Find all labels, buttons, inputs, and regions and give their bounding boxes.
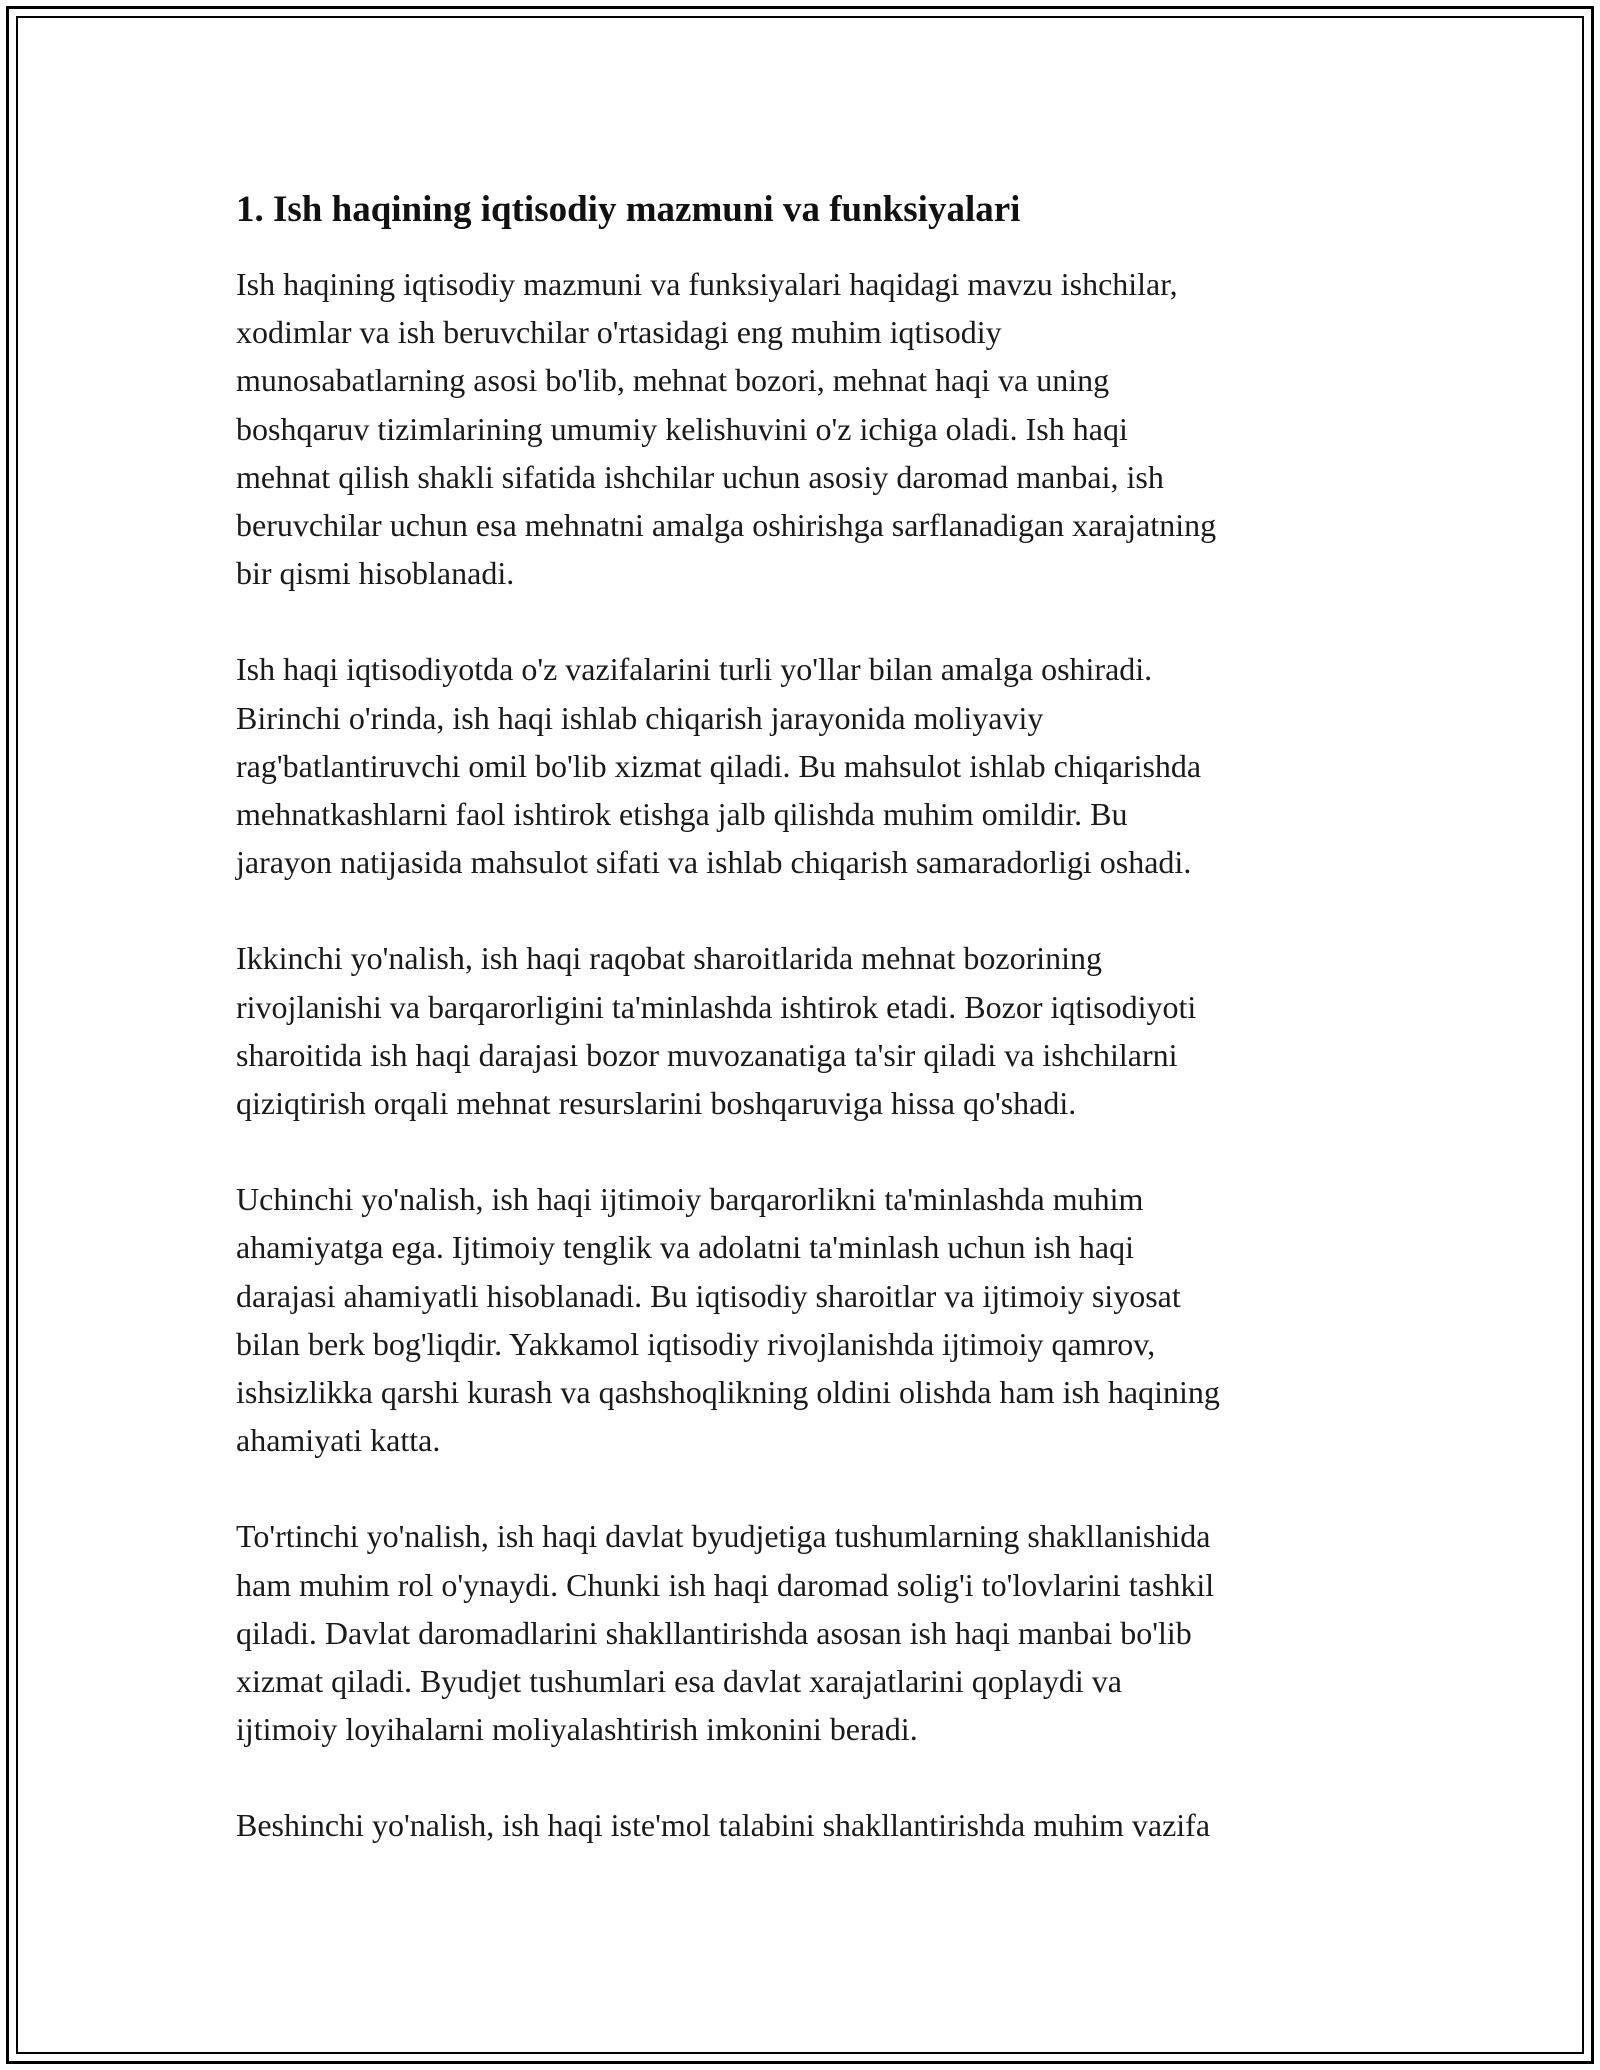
paragraph-2: Ish haqi iqtisodiyotda o'z vazifalarini turli yo'llar bilan amalga oshiradi. Birinchi o'rinda, ish haqi ishlab chiqarish jarayonida moliyaviy rag'batlantiruvchi omil bo'lib xizmat qiladi. Bu mahsulot ishlab chiqarishda mehnatkashlarni faol ishtirok etishga jalb qilishda muhim omildir. Bu jarayon natijasida mahsulot sifati va ishlab chiqarish samaradorligi oshadi. <box>236 651 1202 881</box>
page-title: 1. Ish haqining iqtisodiy mazmuni va funksiyalari <box>236 189 1021 230</box>
paragraph-4: Uchinchi yo'nalish, ish haqi ijtimoiy barqarorlikni ta'minlashda muhim ahamiyatga ega. Ijtimoiy tenglik va adolatni ta'minlash uchun ish haqi darajasi ahamiyatli hisoblanadi. Bu iqtisodiy sharoitlar va ijtimoiy siyosat bilan berk bog'liqdir. Yakkamol iqtisodiy rivojlanishda ijtimoiy qamrov, ishsizlikka qarshi kurash va qashshoqlikning oldini olishda ham ish haqining ahamiyati katta. <box>236 1181 1220 1459</box>
paragraph-3: Ikkinchi yo'nalish, ish haqi raqobat sharoitlarida mehnat bozorining rivojlanishi va barqarorligini ta'minlashda ishtirok etadi. Bozor iqtisodiyoti sharoitida ish haqi darajasi bozor muvozanatiga ta'sir qiladi va ishchilarni qiziqtirish orqali mehnat resurslarini boshqaruviga hissa qo'shadi. <box>236 940 1197 1122</box>
paragraph-6: Beshinchi yo'nalish, ish haqi iste'mol talabini shakllantirishda muhim vazifa <box>236 1807 1211 1844</box>
paragraph-5: To'rtinchi yo'nalish, ish haqi davlat byudjetiga tushumlarning shakllanishida ham muhim rol o'ynaydi. Chunki ish haqi daromad solig'i to'lovlarini tashkil qiladi. Davlat daromadlarini shakllantirishda asosan ish haqi manbai bo'lib xizmat qiladi. Byudjet tushumlari esa davlat xarajatlarini qoplaydi va ijtimoiy loyihalarni moliyalashtirish imkonini beradi. <box>236 1518 1215 1748</box>
document-body <box>236 186 1386 1898</box>
paragraph-1: Ish haqining iqtisodiy mazmuni va funksiyalari haqidagi mavzu ishchilar, xodimlar va ish beruvchilar o'rtasidagi eng muhim iqtisodiy munosabatlarning asosi bo'lib, mehnat bozori, mehnat haqi va uning boshqaruv tizimlarining umumiy kelishuvini o'z ichiga oladi. Ish haqi mehnat qilish shakli sifatida ishchilar uchun asosiy daromad manbai, ish beruvchilar uchun esa mehnatni amalga oshirishga sarflanadigan xarajatning bir qismi hisoblanadi. <box>236 266 1217 592</box>
